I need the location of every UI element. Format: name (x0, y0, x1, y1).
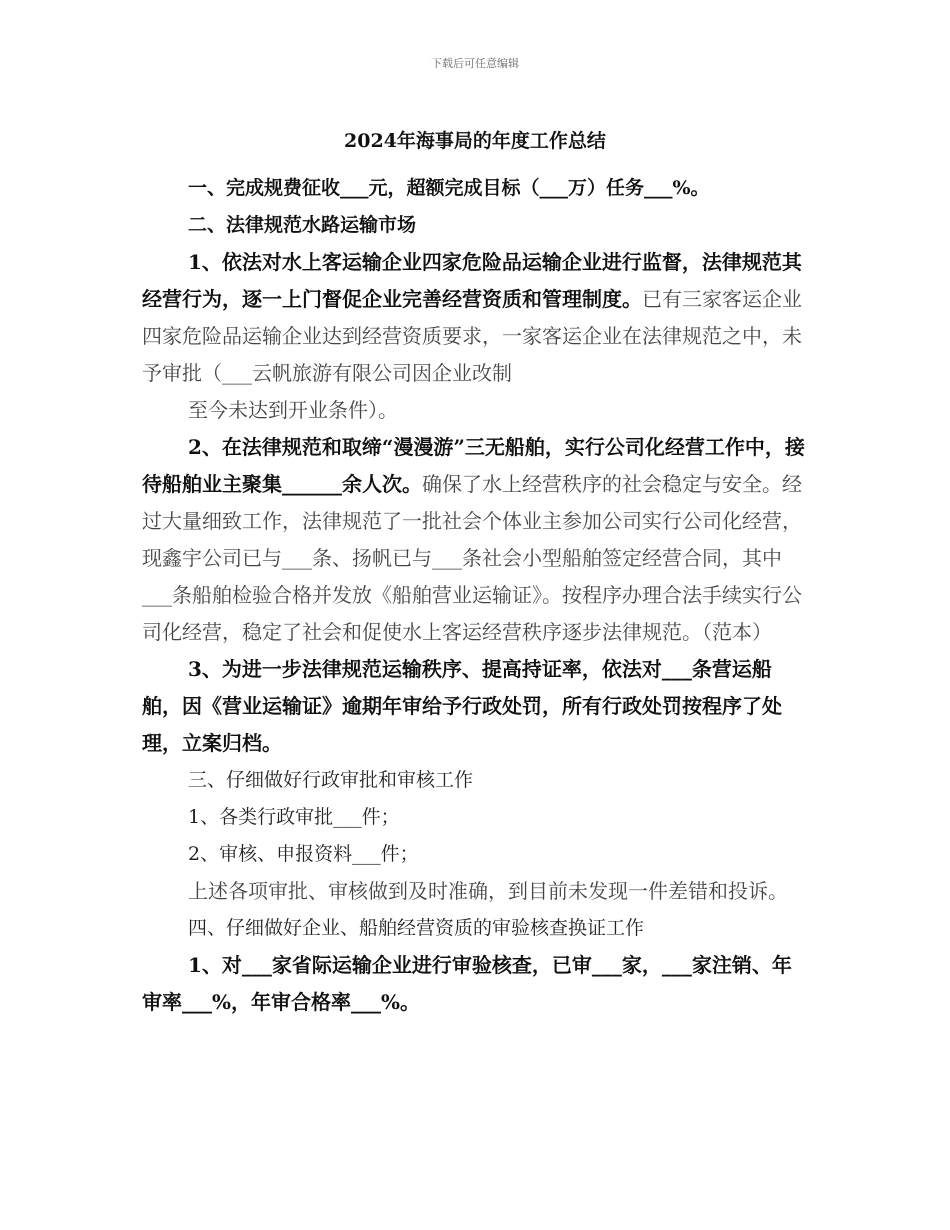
paragraph-2-1 (142, 244, 810, 392)
section-3-heading: 三、仔细做好行政审批和审核工作 (188, 769, 474, 791)
page-header-note: 下载后可任意编辑 (431, 57, 519, 70)
paragraph-4-1 (142, 947, 810, 1021)
section-4-heading: 四、仔细做好企业、船舶经营资质的审验核查换证工作 (188, 917, 645, 939)
document-body (142, 170, 810, 1021)
section-1-heading: 一、完成规费征收___元，超额完成目标（___万）任务___%。 (188, 177, 710, 199)
paragraph-2-1-bold: 1、依法对水上客运输企业四家危险品运输企业进行监督，法律规范其经营行为，逐一上门督促企业完善经营资质和管理制度。 (142, 250, 802, 311)
item-3-1: 1、各类行政审批___件； (188, 806, 400, 828)
document-title: 2024年海事局的年度工作总结 (344, 130, 606, 152)
paragraph-2-3 (142, 651, 810, 762)
section-3-note: 上述各项审批、审核做到及时准确，到目前未发现一件差错和投诉。 (188, 879, 788, 903)
item-3-2: 2、审核、申报资料___件； (188, 843, 419, 865)
paragraph-2-1-continued: 至今未达到开业条件）。 (188, 398, 398, 422)
paragraph-4-1-bold: 1、对___家省际运输企业进行审验核查，已审___家，___家注销、年审率___%，年审合格率___%。 (142, 953, 792, 1014)
paragraph-2-2-bold: 2、在法律规范和取缔“漫漫游”三无船舶，实行公司化经营工作中，接待船舶业主聚集______余人次。 (142, 435, 805, 496)
paragraph-2-2-text: 确保了水上经营秩序的社会稳定与安全。经过大量细致工作，法律规范了一批社会个体业主参加公司实行公司化经营，现鑫宇公司已与___条、扬帆已与___条社会小型船舶签定经营合同，其中___条船舶检验合格并发放《船舶营业运输证》。按程序办理合法手续实行公司化经营，稳定了社会和促使水上客运经营秩序逐步法律规范。（范本） (142, 472, 802, 644)
section-2-heading: 二、法律规范水路运输市场 (188, 214, 417, 236)
paragraph-2-2 (142, 429, 810, 651)
paragraph-2-1-text: 已有三家客运企业四家危险品运输企业达到经营资质要求，一家客运企业在法律规范之中，未予审批（___云帆旅游有限公司因企业改制 (142, 287, 802, 385)
paragraph-2-3-bold: 3、为进一步法律规范运输秩序、提高持证率，依法对___条营运船舶，因《营业运输证》逾期年审给予行政处罚，所有行政处罚按程序了处理，立案归档。 (142, 657, 782, 755)
